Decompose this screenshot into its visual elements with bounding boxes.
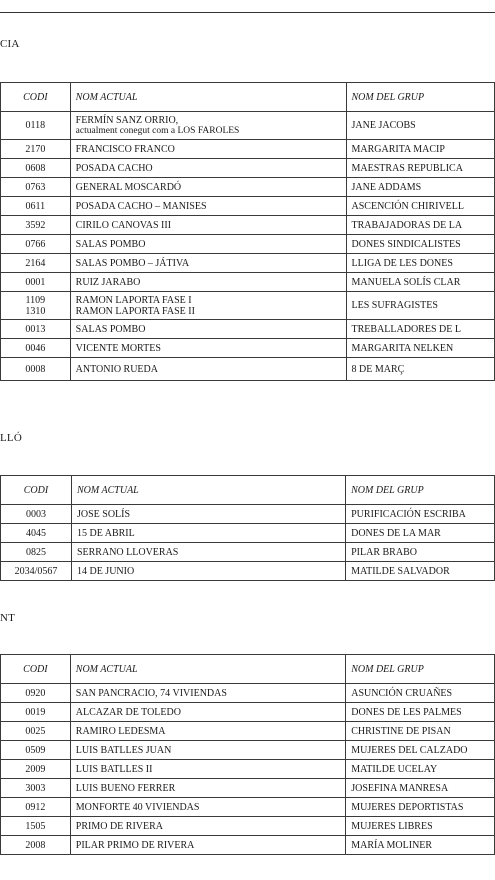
codi-value: 3003 [25, 782, 46, 794]
table-row [1, 358, 495, 381]
table-row [1, 836, 495, 855]
table-row [1, 339, 495, 358]
codi-value: 0019 [25, 706, 46, 718]
nom-actual-cell [70, 684, 345, 703]
nom-grup-cell [346, 741, 495, 760]
nom-actual-value: SAN PANCRACIO, 74 VIVIENDAS [75, 687, 227, 699]
nom-actual-cell [70, 836, 345, 855]
codi-value: 2008 [25, 839, 46, 851]
nom-actual-value: SERRANO LLOVERAS [76, 546, 179, 558]
table-header-row [1, 83, 495, 112]
nom-actual-value: CIRILO CANOVAS III [75, 219, 172, 231]
nom-actual-value: MONFORTE 40 VIVIENDAS [75, 801, 200, 813]
nom-grup-cell [346, 524, 495, 543]
nom-grup-cell [346, 684, 495, 703]
nom-actual-value: VICENTE MORTES [75, 342, 161, 354]
nom-grup-cell [346, 760, 495, 779]
codi-cell [1, 140, 71, 159]
nom-grup-value: TREBALLADORES DE L [351, 323, 461, 335]
nom-grup-cell [346, 178, 494, 197]
codi-value: 0509 [25, 744, 46, 756]
nom-grup-value: ASCENCIÓN CHIRIVELL [351, 200, 465, 212]
nom-actual-cell [70, 320, 346, 339]
table-row [1, 112, 495, 140]
table-row [1, 159, 495, 178]
table-row [1, 524, 495, 543]
nom-actual-value: PRIMO DE RIVERA [75, 820, 164, 832]
nom-grup-cell [346, 140, 494, 159]
codi-value: 0611 [25, 200, 46, 212]
nom-actual-value: RUIZ JARABO [75, 276, 141, 288]
nom-actual-cell [70, 722, 345, 741]
table-row [1, 741, 495, 760]
nom-actual-value: SALAS POMBO – JÁTIVA [75, 257, 190, 269]
codi-value: 0920 [25, 687, 46, 699]
nom-grup-cell [346, 358, 494, 381]
nom-actual-value: SALAS POMBO [75, 238, 146, 250]
codi-value: 3592 [25, 219, 46, 231]
codi-cell [1, 836, 71, 855]
codi-cell [1, 292, 71, 320]
column-header-codi: CODI [1, 83, 71, 112]
nom-actual-cell [70, 358, 346, 381]
codi-value: 2164 [25, 257, 46, 269]
nom-actual-value: FERMÍN SANZ ORRIO, [75, 114, 179, 126]
table-row [1, 798, 495, 817]
codi-value: 0025 [25, 725, 46, 737]
nom-actual-cell [70, 798, 345, 817]
districts-table [0, 475, 495, 581]
section-title: CIA [0, 38, 20, 50]
nom-grup-value: LLIGA DE LES DONES [351, 257, 453, 269]
nom-grup-cell [346, 505, 495, 524]
codi-cell [1, 112, 71, 140]
top-rule [0, 12, 495, 13]
nom-actual-cell [70, 339, 346, 358]
nom-grup-value: MUJERES LIBRES [351, 820, 433, 832]
nom-grup-value: MARGARITA MACIP [351, 143, 445, 155]
table-row [1, 140, 495, 159]
codi-cell [1, 216, 71, 235]
codi-cell [1, 524, 72, 543]
codi-cell [1, 741, 71, 760]
codi-value: 4045 [25, 527, 46, 539]
table-row [1, 760, 495, 779]
nom-actual-cell [70, 216, 346, 235]
nom-grup-value: CHRISTINE DE PISAN [351, 725, 451, 737]
nom-grup-cell [346, 543, 495, 562]
nom-actual-cell [70, 741, 345, 760]
table-row [1, 505, 495, 524]
nom-grup-cell [346, 235, 494, 254]
codi-value: 0118 [25, 120, 46, 131]
table-row [1, 320, 495, 339]
codi-value: 0001 [25, 276, 46, 288]
nom-grup-cell [346, 703, 495, 722]
table-row [1, 216, 495, 235]
nom-actual-value: GENERAL MOSCARDÓ [75, 181, 182, 193]
nom-actual-value: ANTONIO RUEDA [75, 363, 158, 375]
column-header-nom-grup: NOM DEL GRUP [346, 476, 495, 505]
nom-grup-value: MARÍA MOLINER [351, 839, 433, 851]
nom-actual-cell [70, 292, 346, 320]
table-row [1, 178, 495, 197]
nom-actual-value: POSADA CACHO [75, 162, 153, 174]
table-row [1, 562, 495, 581]
nom-actual-cell [70, 254, 346, 273]
codi-cell [1, 273, 71, 292]
nom-actual-value: actualment conegut com a LOS FAROLES [75, 125, 240, 136]
nom-grup-cell [346, 216, 494, 235]
nom-grup-value: MAESTRAS REPUBLICA [351, 162, 463, 174]
nom-actual-cell [71, 543, 345, 562]
nom-grup-cell [346, 197, 494, 216]
column-header-codi: CODI [1, 476, 72, 505]
codi-cell [1, 722, 71, 741]
codi-cell [1, 358, 71, 381]
nom-actual-value: POSADA CACHO – MANISES [75, 200, 207, 212]
districts-table [0, 82, 495, 381]
nom-grup-value: DONES DE LES PALMES [351, 706, 462, 718]
districts-table [0, 654, 495, 855]
nom-grup-value: DONES DE LA MAR [351, 527, 441, 539]
nom-actual-cell [70, 760, 345, 779]
nom-actual-cell [70, 112, 346, 140]
codi-value: 1505 [25, 820, 46, 832]
nom-grup-cell [346, 817, 495, 836]
codi-value: 2170 [25, 143, 46, 155]
table-header-row [1, 476, 495, 505]
nom-actual-cell [70, 140, 346, 159]
table-header-row [1, 655, 495, 684]
table-row [1, 273, 495, 292]
codi-cell [1, 505, 72, 524]
codi-value: 2034/0567 [14, 565, 58, 577]
codi-cell [1, 562, 72, 581]
nom-grup-cell [346, 722, 495, 741]
nom-grup-cell [346, 254, 494, 273]
nom-actual-cell [70, 779, 345, 798]
nom-actual-value: 14 DE JUNIO [76, 565, 135, 577]
codi-value: 0008 [25, 363, 46, 375]
codi-cell [1, 817, 71, 836]
codi-value: 0825 [25, 546, 46, 558]
nom-grup-value: PURIFICACIÓN ESCRIBA [351, 508, 466, 520]
nom-grup-cell [346, 273, 494, 292]
nom-actual-cell [70, 817, 345, 836]
codi-cell [1, 779, 71, 798]
column-header-nom-grup: NOM DEL GRUP [346, 655, 495, 684]
nom-grup-value: MANUELA SOLÍS CLAR [351, 276, 461, 288]
table-row [1, 254, 495, 273]
table-row [1, 235, 495, 254]
codi-value: 0766 [25, 238, 46, 250]
nom-grup-value: TRABAJADORAS DE LA [351, 219, 463, 231]
table-row [1, 197, 495, 216]
nom-grup-value: JANE JACOBS [351, 120, 416, 131]
codi-cell [1, 178, 71, 197]
nom-actual-cell [70, 235, 346, 254]
table-row [1, 817, 495, 836]
section-title: LLÓ [0, 432, 22, 444]
column-header-nom-actual: NOM ACTUAL [70, 83, 346, 112]
codi-cell [1, 320, 71, 339]
nom-grup-cell [346, 159, 494, 178]
nom-actual-value: ALCAZAR DE TOLEDO [75, 706, 181, 718]
table-row [1, 543, 495, 562]
codi-cell [1, 798, 71, 817]
column-header-codi: CODI [1, 655, 71, 684]
codi-cell [1, 543, 72, 562]
nom-actual-value: JOSE SOLÍS [76, 508, 131, 520]
table-row [1, 684, 495, 703]
codi-cell [1, 339, 71, 358]
nom-actual-cell [70, 178, 346, 197]
nom-actual-cell [70, 197, 346, 216]
nom-grup-value: MARGARITA NELKEN [351, 342, 454, 354]
codi-cell [1, 235, 71, 254]
nom-grup-value: LES SUFRAGISTES [351, 300, 438, 311]
nom-grup-value: PILAR BRABO [351, 546, 417, 558]
codi-cell [1, 684, 71, 703]
nom-actual-value: LUIS BATLLES JUAN [75, 744, 172, 756]
nom-grup-cell [346, 562, 495, 581]
nom-actual-cell [70, 703, 345, 722]
table-row [1, 703, 495, 722]
nom-actual-value: RAMON LAPORTA FASE II [75, 305, 195, 317]
nom-actual-cell [70, 273, 346, 292]
nom-grup-value: DONES SINDICALISTES [351, 238, 461, 250]
nom-grup-value: MATILDE SALVADOR [351, 565, 450, 577]
nom-grup-cell [346, 292, 494, 320]
column-header-nom-grup: NOM DEL GRUP [346, 83, 494, 112]
column-header-nom-actual: NOM ACTUAL [70, 655, 345, 684]
nom-actual-cell [71, 524, 345, 543]
nom-grup-value: JOSEFINA MANRESA [351, 782, 449, 794]
codi-value: 0912 [25, 801, 46, 813]
table-row [1, 292, 495, 320]
nom-actual-value: 15 DE ABRIL [76, 527, 135, 539]
table-row [1, 722, 495, 741]
nom-grup-cell [346, 836, 495, 855]
nom-grup-cell [346, 339, 494, 358]
nom-grup-cell [346, 779, 495, 798]
nom-actual-value: RAMIRO LEDESMA [75, 725, 166, 737]
nom-grup-cell [346, 112, 494, 140]
table-row [1, 779, 495, 798]
nom-actual-cell [71, 505, 345, 524]
nom-actual-value: SALAS POMBO [75, 323, 146, 335]
nom-actual-value: LUIS BUENO FERRER [75, 782, 176, 794]
codi-cell [1, 703, 71, 722]
nom-actual-value: RAMON LAPORTA FASE I [75, 294, 192, 306]
section-title: NT [0, 612, 16, 624]
nom-actual-value: FRANCISCO FRANCO [75, 143, 175, 155]
codi-cell [1, 197, 71, 216]
nom-grup-value: MUJERES DEPORTISTAS [351, 801, 464, 813]
nom-actual-cell [71, 562, 345, 581]
codi-cell [1, 159, 71, 178]
codi-value: 1310 [25, 305, 46, 317]
nom-actual-value: PILAR PRIMO DE RIVERA [75, 839, 195, 851]
nom-grup-value: JANE ADDAMS [351, 181, 422, 193]
codi-value: 0608 [25, 162, 46, 174]
codi-cell [1, 254, 71, 273]
column-header-nom-actual: NOM ACTUAL [71, 476, 345, 505]
codi-value: 0046 [25, 342, 46, 354]
codi-value: 2009 [25, 763, 46, 775]
codi-cell [1, 760, 71, 779]
nom-actual-value: LUIS BATLLES II [75, 763, 153, 775]
codi-value: 0013 [25, 323, 46, 335]
nom-grup-cell [346, 320, 494, 339]
codi-value: 0003 [25, 508, 46, 520]
nom-grup-value: 8 DE MARÇ [351, 363, 405, 375]
nom-grup-value: MUJERES DEL CALZADO [351, 744, 468, 756]
codi-value: 1109 [25, 294, 46, 306]
nom-grup-cell [346, 798, 495, 817]
nom-grup-value: ASUNCIÓN CRUAÑES [351, 687, 453, 699]
codi-value: 0763 [25, 181, 46, 193]
nom-grup-value: MATILDE UCELAY [351, 763, 438, 775]
nom-actual-cell [70, 159, 346, 178]
